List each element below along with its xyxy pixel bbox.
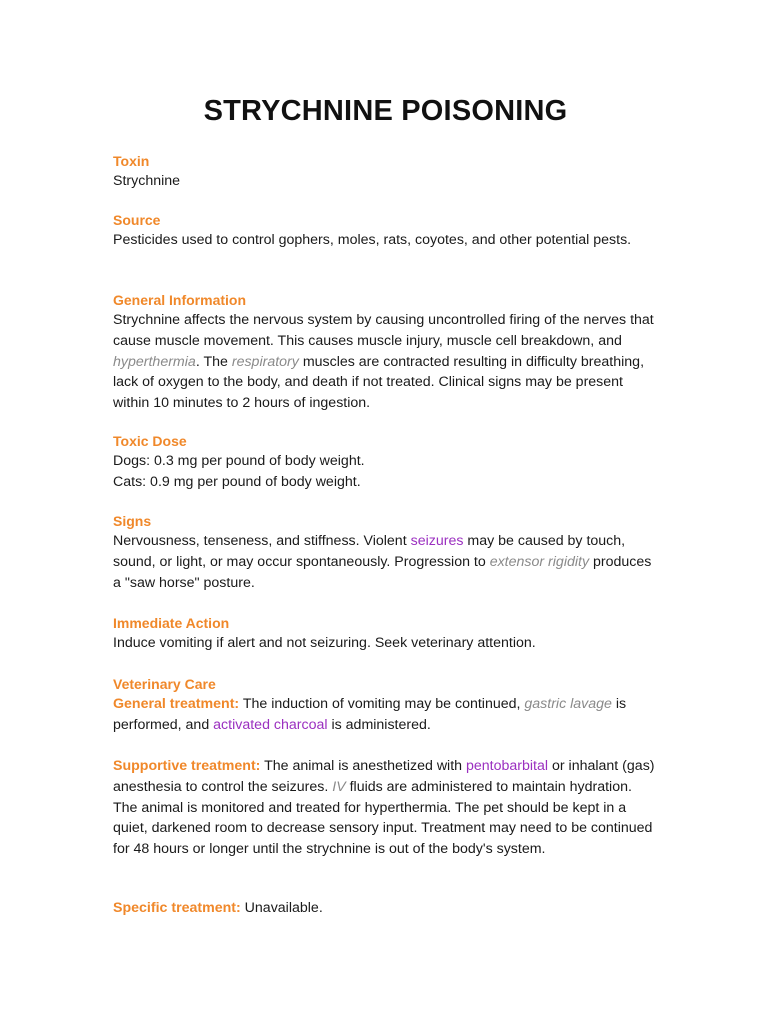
text-run: muscles are contracted resulting in difficulty breathing, lack of oxygen to the body, and death if not treated. Clinical signs may be present within 10 minutes to 2 hours of ingestion. <box>113 353 645 412</box>
term-extensor-rigidity[interactable]: extensor rigidity <box>489 553 590 570</box>
text-run: produces a "saw horse" posture. <box>113 553 652 591</box>
term-iv[interactable]: IV <box>332 778 346 795</box>
section-supportive-treatment <box>113 756 658 860</box>
text-supportive-treatment <box>113 756 658 860</box>
text-run: The induction of vomiting may be continued, <box>239 696 525 712</box>
section-toxic-dose <box>113 431 658 493</box>
label-specific-treatment: Specific treatment: <box>113 900 241 916</box>
term-gastric-lavage[interactable]: gastric lavage <box>524 696 612 712</box>
section-general-information <box>113 290 658 414</box>
text-dose-dogs: Dogs: 0.3 mg per pound of body weight. <box>113 453 365 469</box>
text-run: fluids are administered to maintain hydration. The animal is monitored and treated for hyperthermia. The pet should be kept in a quiet, darkened room to decrease sensory input. Treatment may need to be continued for 48 hours or longer until the strychnine is out of the body's system. <box>113 778 653 858</box>
label-general-treatment: General treatment: <box>113 696 240 712</box>
text-run: may be caused by touch, sound, or light, or may occur spontaneously. Progression to <box>113 533 626 570</box>
text-specific-treatment <box>113 898 658 919</box>
section-source <box>113 210 658 251</box>
heading-immediate-action: Immediate Action <box>113 615 230 631</box>
heading-toxin: Toxin <box>113 153 150 169</box>
text-run: Unavailable. <box>240 900 323 916</box>
link-activated-charcoal[interactable]: activated charcoal <box>213 716 328 733</box>
text-run: Strychnine affects the nervous system by causing uncontrolled firing of the nerves that cause muscle movement. This causes muscle injury, muscle cell breakdown, and <box>113 312 654 349</box>
text-toxin: Strychnine <box>113 173 181 189</box>
heading-signs: Signs <box>113 513 152 529</box>
section-immediate-action <box>113 613 658 654</box>
text-dose-cats: Cats: 0.9 mg per pound of body weight. <box>113 473 361 490</box>
section-veterinary-care <box>113 674 658 736</box>
heading-toxic-dose: Toxic Dose <box>113 433 187 449</box>
link-seizures[interactable]: seizures <box>410 533 464 549</box>
text-source: Pesticides used to control gophers, moles, rats, coyotes, and other potential pests. <box>113 232 632 248</box>
term-hyperthermia[interactable]: hyperthermia <box>113 353 196 370</box>
term-respiratory[interactable]: respiratory <box>231 353 299 370</box>
text-signs <box>113 531 658 593</box>
text-run: The animal is anesthetized with <box>260 758 466 774</box>
text-general-information <box>113 310 658 414</box>
text-run: is performed, and <box>113 696 627 733</box>
page-title: STRYCHNINE POISONING <box>203 95 568 127</box>
heading-general-information: General Information <box>113 292 247 308</box>
section-signs <box>113 511 658 593</box>
text-run: Nervousness, tenseness, and stiffness. Violent <box>113 533 411 549</box>
text-run: or inhalant (gas) anesthesia to control the seizures. <box>113 758 655 795</box>
link-pentobarbital[interactable]: pentobarbital <box>466 758 549 774</box>
section-toxin <box>113 151 658 192</box>
label-supportive-treatment: Supportive treatment: <box>113 758 261 774</box>
heading-source: Source <box>113 212 161 228</box>
text-general-treatment <box>113 694 658 736</box>
section-specific-treatment <box>113 898 658 919</box>
text-immediate-action: Induce vomiting if alert and not seizuring. Seek veterinary attention. <box>113 635 536 651</box>
text-run: . The <box>195 353 232 370</box>
text-run: is administered. <box>327 716 431 733</box>
heading-veterinary-care: Veterinary Care <box>113 676 216 692</box>
